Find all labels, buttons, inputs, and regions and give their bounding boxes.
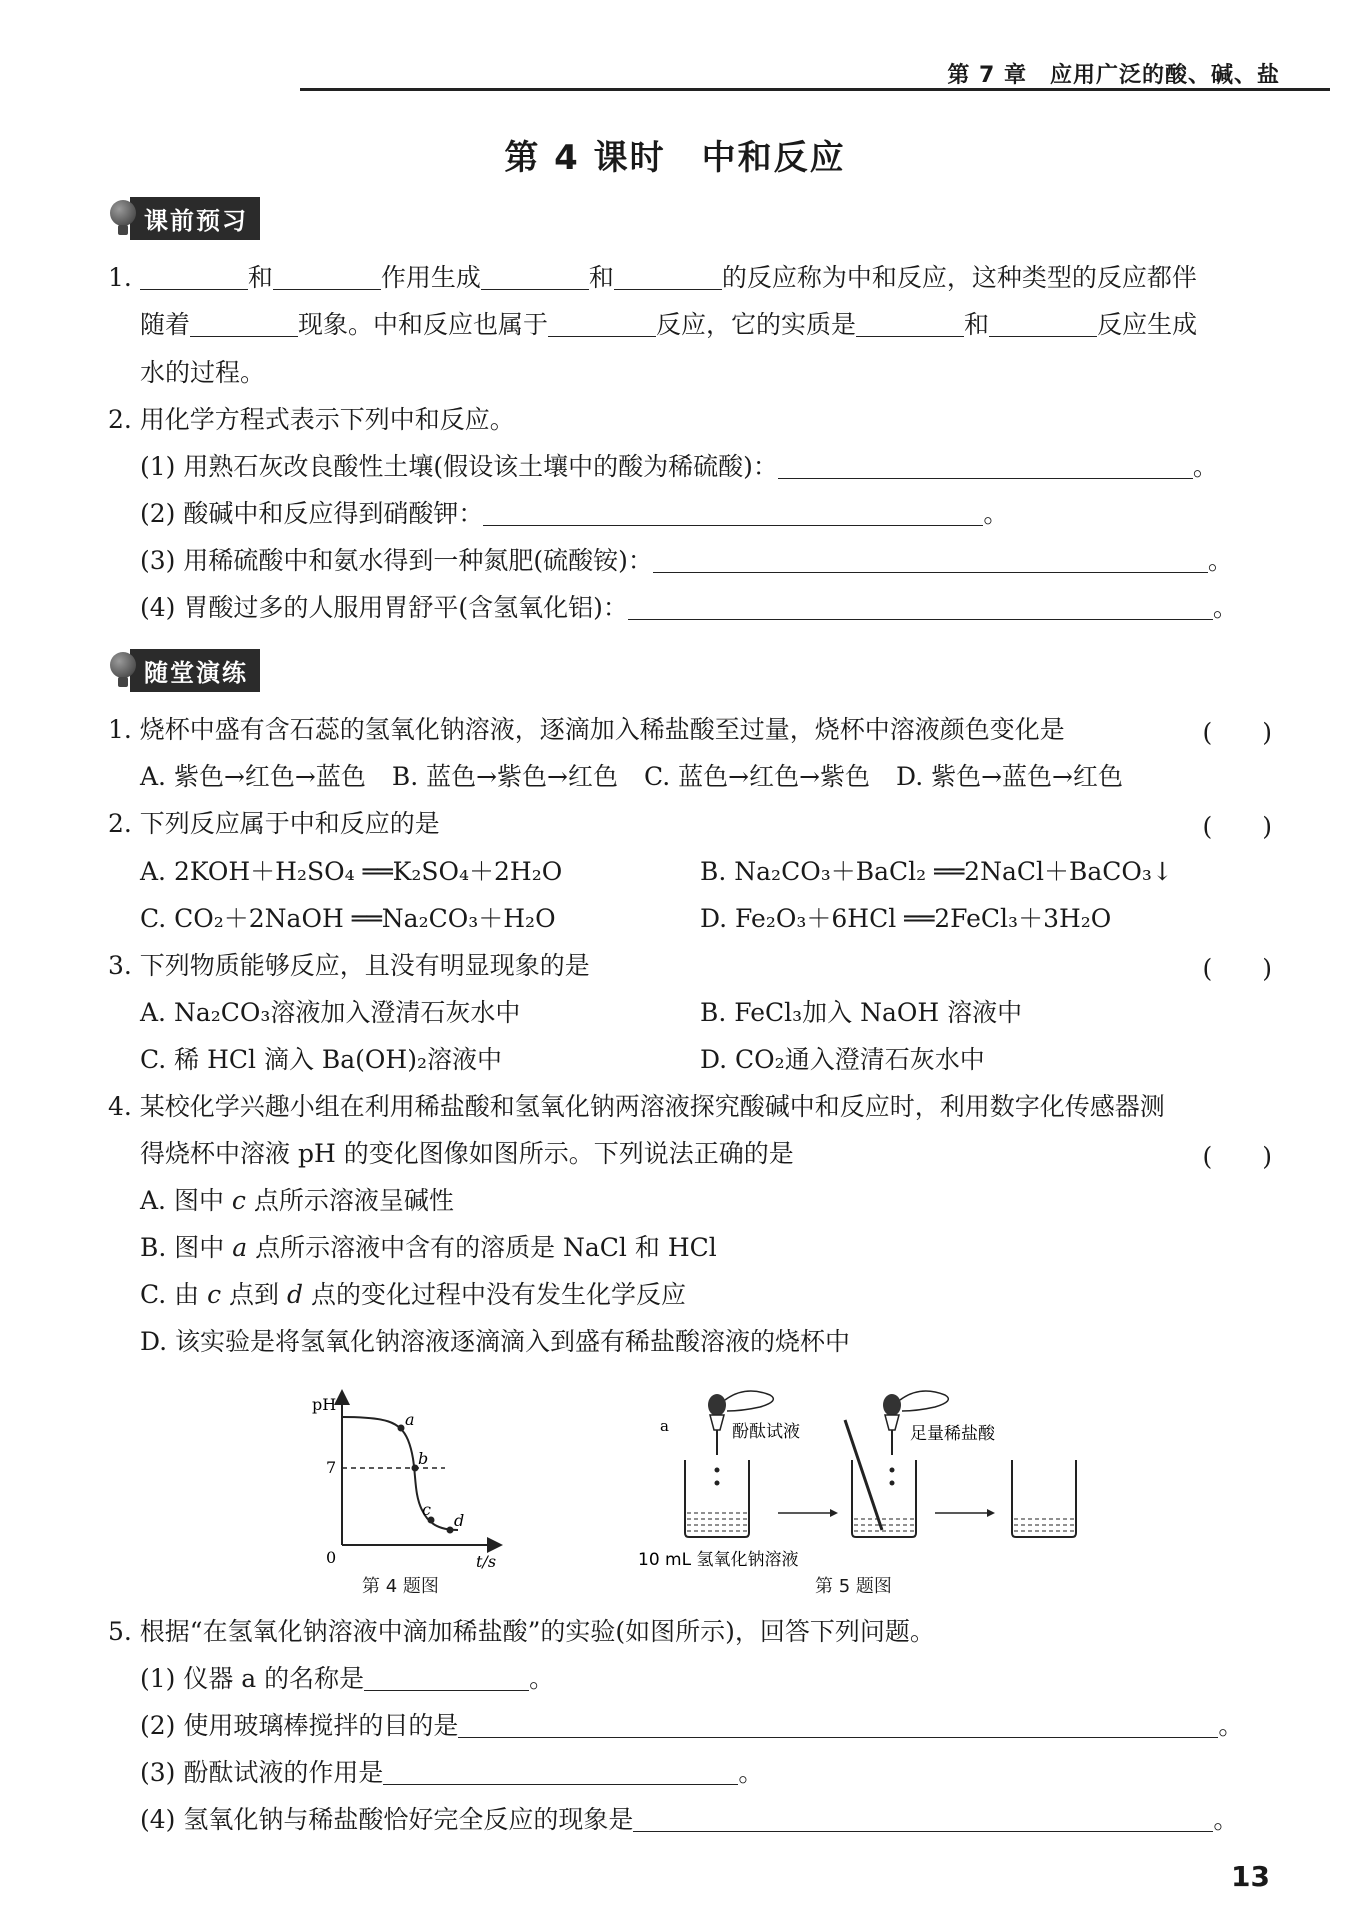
arrow-1-head <box>830 1509 838 1517</box>
lesson-title: 第 4 课时 中和反应 <box>504 138 846 178</box>
text: 和 <box>247 263 273 292</box>
preview-q1-line3: 水的过程。 <box>140 358 266 387</box>
text: (3) 酚酞试液的作用是 <box>140 1758 384 1787</box>
arrow-2-head <box>987 1509 995 1517</box>
answer-parentheses[interactable]: ( ) <box>1202 718 1272 747</box>
option-c[interactable]: C. CO₂＋2NaOH ══Na₂CO₃＋H₂O <box>140 904 556 933</box>
preview-q1-line1 <box>108 254 1275 301</box>
text: 。 <box>529 1664 555 1693</box>
answer-blank[interactable] <box>481 259 589 290</box>
lightbulb-icon <box>110 198 136 238</box>
option-d[interactable]: D. 紫色→蓝色→红色 <box>896 762 1123 791</box>
text: 。 <box>1213 1805 1239 1834</box>
answer-blank[interactable] <box>458 1707 1218 1738</box>
text: 反应生成 <box>1097 310 1198 339</box>
text: 。 <box>1192 452 1218 481</box>
text: (3) 用稀硫酸中和氨水得到一种氮肥(硫酸铵)： <box>140 546 653 575</box>
option-d[interactable]: D. Fe₂O₃＋6HCl ══2FeCl₃＋3H₂O <box>700 904 1112 933</box>
text: (2) 使用玻璃棒搅拌的目的是 <box>140 1711 459 1740</box>
practice-q5-item <box>140 1749 1275 1796</box>
option-a[interactable]: A. 紫色→红色→蓝色 <box>140 762 366 791</box>
text: C. 由 <box>140 1280 208 1309</box>
option-d[interactable]: D. CO₂通入澄清石灰水中 <box>700 1045 985 1074</box>
practice-q5-stem: 5. 根据“在氢氧化钠溶液中滴加稀盐酸”的实验(如图所示)，回答下列问题。 <box>108 1617 935 1646</box>
option-a[interactable]: A. Na₂CO₃溶液加入澄清石灰水中 <box>140 998 521 1027</box>
point-label: a <box>232 1233 248 1262</box>
answer-blank[interactable] <box>856 306 964 337</box>
figure-5-apparatus <box>630 1375 1110 1575</box>
chapter-header: 第 7 章 应用广泛的酸、碱、盐 <box>947 63 1280 88</box>
answer-blank[interactable] <box>628 589 1213 620</box>
preview-q2-item <box>140 443 1275 490</box>
option-a[interactable]: A. 2KOH＋H₂SO₄ ══K₂SO₄＋2H₂O <box>140 857 563 886</box>
answer-blank[interactable] <box>383 1754 738 1785</box>
answer-blank[interactable] <box>614 259 722 290</box>
text: 点的变化过程中没有发生化学反应 <box>303 1280 686 1309</box>
practice-q5-item <box>140 1702 1275 1749</box>
point-label: d <box>287 1280 304 1309</box>
preview-q2-item <box>140 537 1275 584</box>
text: 。 <box>1212 593 1238 622</box>
option-d[interactable]: D. 该实验是将氢氧化钠溶液逐滴滴入到盛有稀盐酸溶液的烧杯中 <box>140 1327 851 1356</box>
practice-q2-options-cd <box>140 895 1275 942</box>
point-b-label: b <box>418 1449 429 1468</box>
preview-q1-line2 <box>140 301 1275 348</box>
text: (1) 仪器 a 的名称是 <box>140 1664 365 1693</box>
label-phenolphthalein: 酚酞试液 <box>732 1422 800 1442</box>
answer-blank[interactable] <box>273 259 381 290</box>
figure-5-caption: 第 5 题图 <box>815 1576 892 1597</box>
option-b[interactable]: B. FeCl₃加入 NaOH 溶液中 <box>700 998 1023 1027</box>
text: 反应，它的实质是 <box>656 310 857 339</box>
answer-blank[interactable] <box>778 448 1193 479</box>
text: 和 <box>964 310 990 339</box>
answer-blank[interactable] <box>653 542 1208 573</box>
tick-label: 7 <box>326 1458 337 1477</box>
answer-blank[interactable] <box>483 495 983 526</box>
text: A. 图中 <box>140 1186 232 1215</box>
glass-rod <box>845 1420 882 1530</box>
y-axis-label: pH <box>312 1395 337 1414</box>
text: (4) 氢氧化钠与稀盐酸恰好完全反应的现象是 <box>140 1805 634 1834</box>
point-d-label: d <box>454 1511 465 1530</box>
point-a-label: a <box>405 1410 415 1429</box>
section-tag-label: 课前预习 <box>130 197 260 240</box>
answer-parentheses[interactable]: ( ) <box>1202 1142 1272 1171</box>
text: 和 <box>588 263 614 292</box>
text: 。 <box>738 1758 764 1787</box>
origin-label: 0 <box>326 1548 337 1567</box>
label-naoh-solution: 10 mL 氢氧化钠溶液 <box>638 1550 799 1570</box>
practice-q4-stem-line1: 4. 某校化学兴趣小组在利用稀盐酸和氢氧化钠两溶液探究酸碱中和反应时，利用数字化传感器测 <box>108 1092 1165 1121</box>
practice-q2-stem: 2. 下列反应属于中和反应的是 <box>108 809 440 838</box>
point-label: c <box>207 1280 222 1309</box>
answer-blank[interactable] <box>989 306 1097 337</box>
text: 随着 <box>140 310 191 339</box>
label-a: a <box>660 1417 669 1435</box>
text: 作用生成 <box>380 263 481 292</box>
figure-4-ph-graph <box>300 1385 515 1570</box>
text: (1) 用熟石灰改良酸性土壤(假设该土壤中的酸为稀硫酸)： <box>140 452 778 481</box>
label-excess-hcl: 足量稀盐酸 <box>910 1424 995 1444</box>
point-a <box>398 1425 405 1432</box>
answer-blank[interactable] <box>548 306 656 337</box>
practice-q3-options-cd <box>140 1036 1275 1083</box>
text: (4) 胃酸过多的人服用胃舒平(含氢氧化铝)： <box>140 593 628 622</box>
option-b[interactable] <box>140 1224 1275 1271</box>
hand-outline <box>725 1391 773 1411</box>
figure-4-caption: 第 4 题图 <box>362 1576 439 1597</box>
section-tag-practice <box>110 650 260 690</box>
answer-blank[interactable] <box>364 1660 529 1691</box>
page-number: 13 <box>1231 1860 1270 1893</box>
practice-q1-stem: 1. 烧杯中盛有含石蕊的氢氧化钠溶液，逐滴加入稀盐酸至过量，烧杯中溶液颜色变化是 <box>108 715 1065 744</box>
text: 。 <box>1218 1711 1244 1740</box>
answer-blank[interactable] <box>633 1801 1213 1832</box>
point-c-label: c <box>422 1500 431 1519</box>
preview-q2-item <box>140 584 1275 631</box>
question-number: 1. <box>108 263 132 292</box>
practice-q3-stem: 3. 下列物质能够反应，且没有明显现象的是 <box>108 951 590 980</box>
section-tag-preview <box>110 198 260 238</box>
text: 的反应称为中和反应，这种类型的反应都伴 <box>721 263 1197 292</box>
text: 。 <box>1207 546 1233 575</box>
point-label: c <box>231 1186 246 1215</box>
hand-outline <box>900 1391 948 1411</box>
practice-q3-options-ab <box>140 989 1275 1036</box>
option-c[interactable]: C. 蓝色→红色→紫色 <box>644 762 871 791</box>
ph-curve <box>342 1417 458 1530</box>
practice-q5-item <box>140 1655 1275 1702</box>
option-c[interactable]: C. 稀 HCl 滴入 Ba(OH)₂溶液中 <box>140 1045 503 1074</box>
practice-q5-item <box>140 1796 1275 1843</box>
practice-q4-stem-line2: 得烧杯中溶液 pH 的变化图像如图所示。下列说法正确的是 <box>140 1139 794 1168</box>
preview-q2-stem: 2. 用化学方程式表示下列中和反应。 <box>108 405 515 434</box>
option-c[interactable] <box>140 1271 1275 1318</box>
answer-blank[interactable] <box>140 259 248 290</box>
answer-parentheses[interactable]: ( ) <box>1202 954 1272 983</box>
text: 点所示溶液中含有的溶质是 NaCl 和 HCl <box>247 1233 717 1262</box>
lightbulb-icon <box>110 650 136 690</box>
header-rule <box>300 88 1330 91</box>
option-a[interactable] <box>140 1177 1275 1224</box>
text: (2) 酸碱中和反应得到硝酸钾： <box>140 499 484 528</box>
beaker-3 <box>1012 1460 1076 1537</box>
option-b[interactable]: B. 蓝色→紫色→红色 <box>391 762 619 791</box>
text: 点到 <box>221 1280 287 1309</box>
option-b[interactable]: B. Na₂CO₃＋BaCl₂ ══2NaCl＋BaCO₃↓ <box>700 857 1173 886</box>
section-tag-label: 随堂演练 <box>130 649 260 692</box>
text: 。 <box>983 499 1009 528</box>
answer-parentheses[interactable]: ( ) <box>1202 812 1272 841</box>
practice-q2-options-ab <box>140 848 1275 895</box>
practice-q1-options <box>140 753 1275 800</box>
answer-blank[interactable] <box>190 306 298 337</box>
point-d <box>447 1527 454 1534</box>
text: 点所示溶液呈碱性 <box>245 1186 454 1215</box>
text: 现象。中和反应也属于 <box>298 310 549 339</box>
text: B. 图中 <box>140 1233 233 1262</box>
x-axis-label: t/s <box>476 1552 497 1570</box>
preview-q2-item <box>140 490 1275 537</box>
